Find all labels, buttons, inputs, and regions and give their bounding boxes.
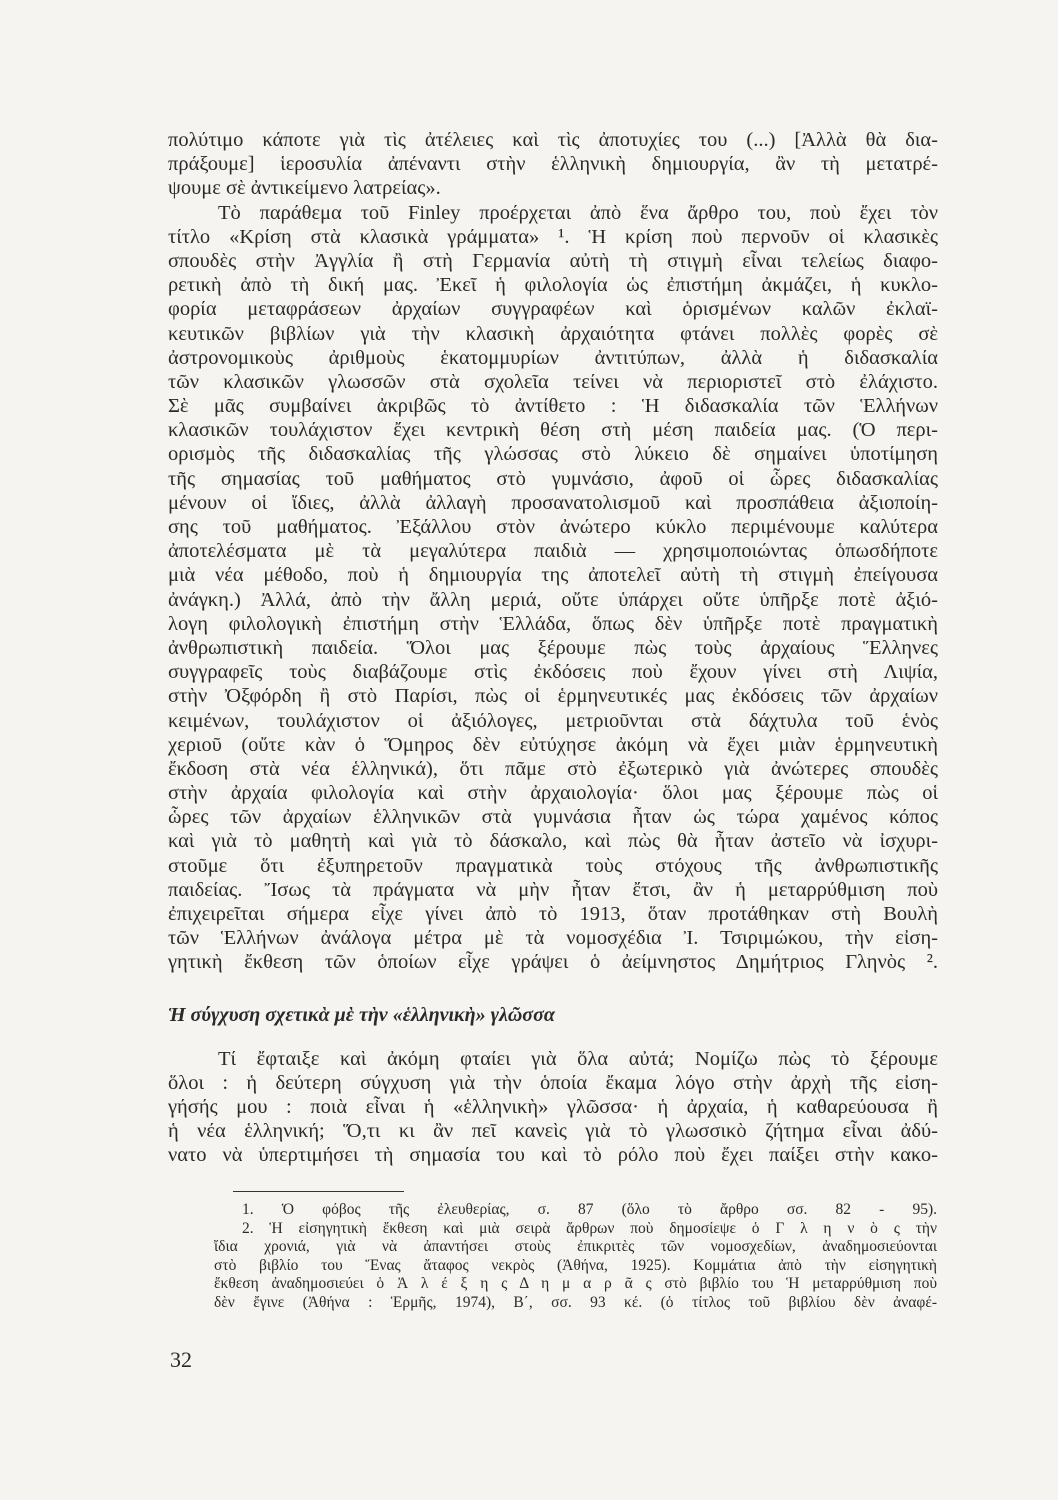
text-line: λογη φιλολογικὴ ἐπιστήμη στὴν Ἑλλάδα, ὅπως δὲν ὑπῆρξε ποτὲ πραγματικὴ [168, 612, 938, 635]
text-line: στὴν Ὀξφόρδη ἢ στὸ Παρίσι, πὼς οἱ ἑρμηνευτικές μας ἐκδόσεις τῶν ἀρχαίων [168, 685, 938, 708]
footnote-line: στὸ βιβλίο του Ἕνας ἄταφος νεκρὸς (Ἀθήνα, 1925). Κομμάτια ἀπὸ τὴν εἰσηγητικὴ [214, 1256, 937, 1274]
text-line: γήσής μου : ποιὰ εἶναι ἡ «ἑλληνικὴ» γλῶσσα· ἡ ἀρχαία, ἡ καθαρεύουσα ἢ [168, 1095, 938, 1118]
text-line: ορισμὸς τῆς διδασκαλίας τῆς γλώσσας στὸ λύκειο δὲ σημαίνει ὑποτίμηση [168, 443, 938, 466]
footnote-line: δὲν ἔγινε (Ἀθήνα : Ἑρμῆς, 1974), Β΄, σσ. 93 κέ. (ὁ τίτλος τοῦ βιβλίου δὲν ἀναφέ- [214, 1293, 937, 1311]
text-line: τῆς σημασίας τοῦ μαθήματος στὸ γυμνάσιο, ἀφοῦ οἱ ὧρες διδασκαλίας [168, 467, 938, 490]
text-line: ἀστρονομικοὺς ἀριθμοὺς ἑκατομμυρίων ἀντιτύπων, ἀλλὰ ἡ διδασκαλία [168, 346, 938, 369]
text-line: φορία μεταφράσεων ἀρχαίων συγγραφέων καὶ ὁρισμένων καλῶν ἐκλαϊ- [168, 298, 938, 321]
text-line: σπουδὲς στὴν Ἀγγλία ἢ στὴ Γερμανία αὐτὴ τὴ στιγμὴ εἶναι τελείως διαφο- [168, 249, 938, 272]
text-line: κειμένων, τουλάχιστον οἱ ἀξιόλογες, μετριοῦνται στὰ δάχτυλα τοῦ ἑνὸς [168, 709, 938, 732]
footnote-line: 1. Ὁ φόβος τῆς ἐλευθερίας, σ. 87 (ὅλο τὸ ἄρθρο σσ. 82 - 95). [242, 1201, 937, 1218]
text-line: Τί ἔφταιξε καὶ ἀκόμη φταίει γιὰ ὅλα αὐτά; Νομίζω πὼς τὸ ξέρουμε [218, 1047, 938, 1070]
section-heading: Ἡ σύγχυση σχετικὰ μὲ τὴν «ἑλληνικὴ» γλῶσσα [168, 1003, 555, 1026]
text-line: τῶν κλασικῶν γλωσσῶν στὰ σχολεῖα τείνει νὰ περιοριστεῖ στὸ ἐλάχιστο. [168, 370, 938, 393]
text-line: τίτλο «Κρίση στὰ κλασικὰ γράμματα» ¹. Ἡ κρίση ποὺ περνοῦν οἱ κλασικὲς [168, 225, 938, 248]
paragraph-block-1 [168, 128, 938, 975]
text-line: ἀποτελέσματα μὲ τὰ μεγαλύτερα παιδιὰ — χρησιμοποιώντας ὁπωσδήποτε [168, 540, 938, 563]
text-line: ψουμε σὲ ἀντικείμενο λατρείας». [168, 177, 441, 200]
text-line: ἔκδοση στὰ νέα ἑλληνικά), ὅτι πᾶμε στὸ ἐξωτερικὸ γιὰ ἀνώτερες σπουδὲς [168, 757, 938, 780]
footnotes [214, 1201, 937, 1313]
footnote-line: ἔκθεση ἀναδημοσιεύει ὁ Ἀ λ έ ξ η ς Δ η μ α ρ ᾶ ς στὸ βιβλίο του Ἡ μεταρρύθμιση ποὺ [214, 1275, 937, 1293]
text-line: ὧρες τῶν ἀρχαίων ἑλληνικῶν στὰ γυμνάσια ἦταν ὡς τώρα χαμένος κόπος [168, 806, 938, 829]
text-line: κευτικῶν βιβλίων γιὰ τὴν κλασικὴ ἀρχαιότητα φτάνει πολλὲς φορὲς σὲ [168, 322, 938, 345]
text-line: ὅλοι : ἡ δεύτερη σύγχυση γιὰ τὴν ὁποία ἔκαμα λόγο στὴν ἀρχὴ τῆς εἰση- [168, 1071, 938, 1094]
text-line: μιὰ νέα μέθοδο, ποὺ ἡ δημιουργία της ἀποτελεῖ αὐτὴ τὴ στιγμὴ ἐπείγουσα [168, 564, 938, 587]
footnote-line: ἴδια χρονιά, γιὰ νὰ ἀπαντήσει στοὺς ἐπικριτὲς τῶν νομοσχεδίων, ἀναδημοσιεύονται [214, 1238, 937, 1256]
text-line: γητικὴ ἔκθεση τῶν ὁποίων εἶχε γράψει ὁ ἀείμνηστος Δημήτριος Γληνὸς ². [168, 951, 938, 974]
text-line: στοῦμε ὅτι ἐξυπηρετοῦν πραγματικὰ τοὺς στόχους τῆς ἀνθρωπιστικῆς [168, 854, 938, 877]
text-line: ἀνθρωπιστικὴ παιδεία. Ὅλοι μας ξέρουμε πὼς τοὺς ἀρχαίους Ἕλληνες [168, 636, 938, 659]
text-line: καὶ γιὰ τὸ μαθητὴ καὶ γιὰ τὸ δάσκαλο, καὶ πὼς θὰ ἦταν ἀστεῖο νὰ ἰσχυρι- [168, 830, 938, 853]
paragraph-block-2 [168, 1047, 938, 1168]
text-line: μένουν οἱ ἴδιες, ἀλλὰ ἀλλαγὴ προσανατολισμοῦ καὶ προσπάθεια ἀξιοποίη- [168, 491, 938, 514]
text-line: παιδείας. Ἴσως τὰ πράγματα νὰ μὴν ἦταν ἔτσι, ἂν ἡ μεταρρύθμιση ποὺ [168, 878, 938, 901]
text-line: νατο νὰ ὑπερτιμήσει τὴ σημασία του καὶ τὸ ρόλο ποὺ ἔχει παίξει στὴν κακο- [168, 1144, 938, 1167]
text-line: Τὸ παράθεμα τοῦ Finley προέρχεται ἀπὸ ἕνα ἄρθρο του, ποὺ ἔχει τὸν [218, 201, 938, 224]
text-line: ἐπιχειρεῖται σήμερα εἶχε γίνει ἀπὸ τὸ 1913, ὅταν προτάθηκαν στὴ Βουλὴ [168, 903, 938, 925]
text-line: πράξουμε] ἱεροσυλία ἀπέναντι στὴν ἑλληνικὴ δημιουργία, ἂν τὴ μετατρέ- [168, 153, 938, 176]
text-line: ἡ νέα ἑλληνική; Ὅ,τι κι ἂν πεῖ κανεὶς γιὰ τὸ γλωσσικὸ ζήτημα εἶναι ἀδύ- [168, 1120, 938, 1143]
footnote-rule [233, 1191, 404, 1192]
text-line: στὴν ἀρχαία φιλολογία καὶ στὴν ἀρχαιολογία· ὅλοι μας ξέρουμε πὼς οἱ [168, 782, 938, 805]
text-line: χεριοῦ (οὔτε κὰν ὁ Ὅμηρος δὲν εὐτύχησε ἀκόμη νὰ ἔχει μιὰν ἑρμηνευτικὴ [168, 733, 938, 756]
text-line: συγγραφεῖς τοὺς διαβάζουμε στὶς ἐκδόσεις ποὺ ἔχουν γίνει στὴ Λιψία, [168, 661, 938, 684]
text-line: τῶν Ἑλλήνων ἀνάλογα μέτρα μὲ τὰ νομοσχέδια Ἰ. Τσιριμώκου, τὴν εἰση- [168, 927, 938, 950]
text-line: πολύτιμο κάποτε γιὰ τὶς ἀτέλειες καὶ τὶς ἀποτυχίες του (...) [Ἀλλὰ θὰ δια- [168, 129, 938, 151]
text-line: Σὲ μᾶς συμβαίνει ἀκριβῶς τὸ ἀντίθετο : Ἡ διδασκαλία τῶν Ἑλλήνων [168, 395, 938, 418]
footnote-line: 2. Ἡ εἰσηγητικὴ ἔκθεση καὶ μιὰ σειρὰ ἄρθρων ποὺ δημοσίεψε ὁ Γ λ η ν ὸ ς τὴν [242, 1219, 937, 1237]
page-body [168, 128, 938, 1168]
page-number: 32 [170, 1347, 192, 1372]
text-line: ρετικὴ ἀπὸ τὴ δική μας. Ἐκεῖ ἡ φιλολογία ὡς ἐπιστήμη ἀκμάζει, ἡ κυκλο- [168, 274, 938, 297]
text-line: κλασικῶν τουλάχιστον ἔχει κεντρικὴ θέση στὴ μέση παιδεία μας. (Ὁ περι- [168, 419, 938, 442]
text-line: σης τοῦ μαθήματος. Ἐξάλλου στὸν ἀνώτερο κύκλο περιμένουμε καλύτερα [168, 516, 938, 538]
text-line: ἀνάγκη.) Ἀλλά, ἀπὸ τὴν ἄλλη μεριά, οὔτε ὑπάρχει οὔτε ὑπῆρξε ποτὲ ἀξιό- [168, 588, 938, 611]
